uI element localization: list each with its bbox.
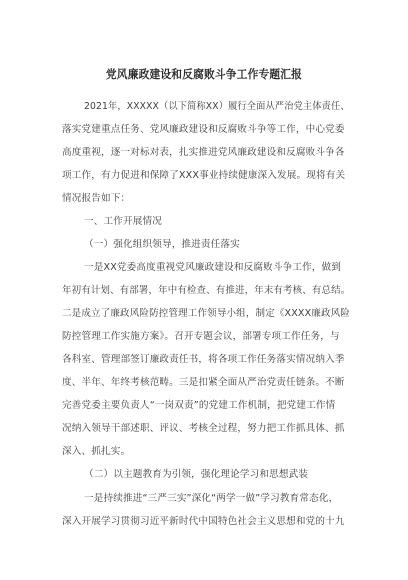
paragraph-line: 深入、抓扎实。 [62, 446, 131, 457]
subsection-heading: （一）强化组织领导，推进责任落实 [84, 239, 240, 250]
paragraph-line: 年初有计划、有部署，年中有检查、有推进，年末有考核、有总结。 [62, 285, 351, 296]
paragraph-line: 二是成立了廉政风险防控管理工作领导小组，制定《XXXX廉政风险 [62, 308, 350, 319]
paragraph-line: 一是持续推进“三严三实”深化“两学一做”学习教育常态化， [84, 493, 339, 504]
section-heading: 一、工作开展情况 [84, 216, 162, 227]
paragraph-line: 2021年，XXXXX（以下简称XX）履行全面从严治党主体责任、 [84, 101, 350, 112]
paragraph-line: 防控管理工作实施方案》。召开专题会议，部署专项工作任务，与 [62, 331, 340, 342]
paragraph-line: 各科室、管理部签订廉政责任书，将各项工作任务落实情况纳入季 [62, 354, 345, 365]
paragraph-line: 高度重视，逐一对标对表，扎实推进党风廉政建设和反腐败斗争各 [62, 147, 345, 158]
paragraph-line: 深入开展学习贯彻习近平新时代中国特色社会主义思想和党的十九 [62, 516, 345, 527]
document-title: 党风廉政建设和反腐败斗争工作专题汇报 [105, 67, 303, 81]
paragraph-line: 一是XX党委高度重视党风廉政建设和反腐败斗争工作，做到 [84, 262, 342, 273]
paragraph-line: 情况报告如下： [62, 193, 131, 204]
paragraph-line: 落实党建重点任务、党风廉政建设和反腐败斗争等工作，中心党委 [62, 124, 345, 135]
paragraph-line: 项工作，有力促进和保障了XXX事业持续健康深入发展。现将有关 [62, 170, 346, 181]
paragraph-line: 况纳入领导干部述职、评议、考核全过程，努力把工作抓具体、抓 [62, 423, 345, 434]
paragraph-line: 完善党委主要负责人“一岗双责”的党建工作机制，把党建工作情 [62, 400, 336, 411]
paragraph-line: 度、半年、年终考核范畴。三是扣紧全面从严治党责任链条。不断 [62, 377, 345, 388]
subsection-heading: （二）以主题教育为引领，强化理论学习和思想武装 [84, 469, 309, 480]
